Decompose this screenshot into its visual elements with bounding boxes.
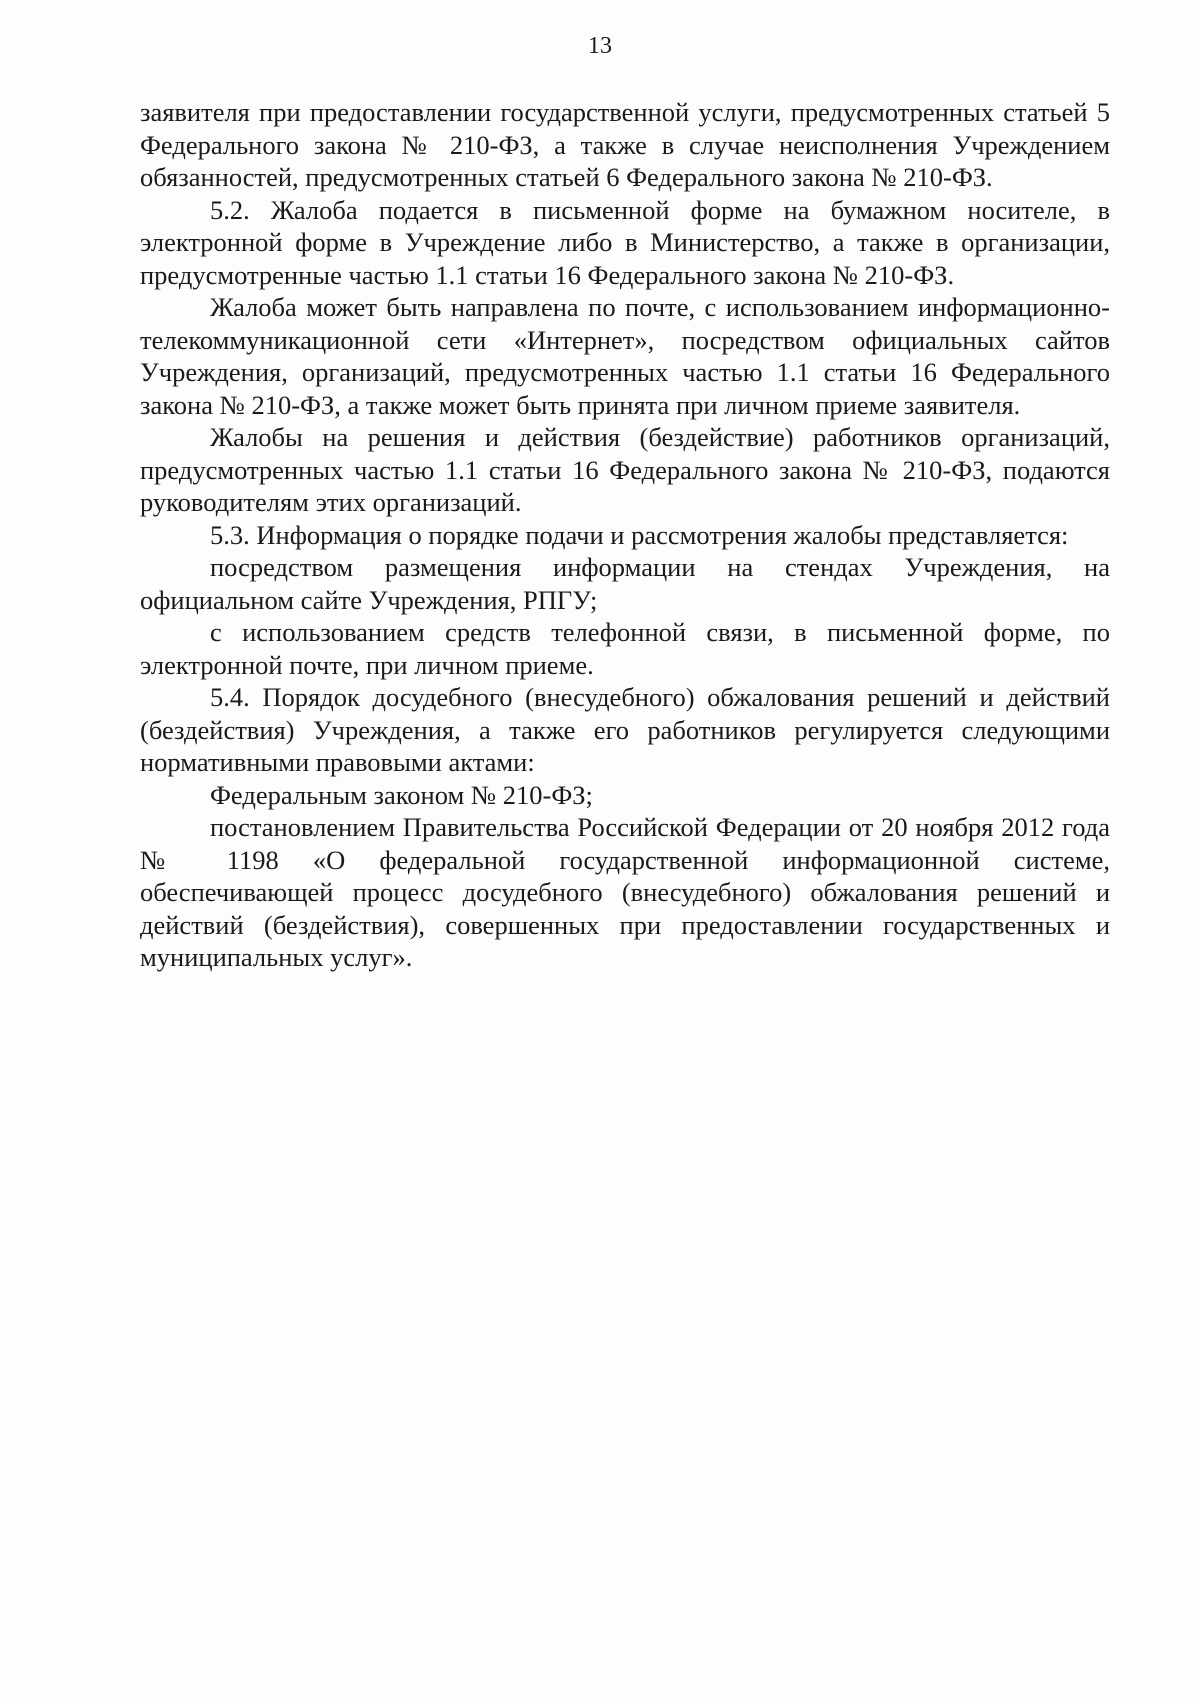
page-number: 13	[588, 33, 612, 59]
paragraph-5-3: 5.3. Информация о порядке подачи и рассмотрения жалобы представляется:	[210, 519, 1069, 550]
document-body	[140, 96, 1110, 974]
paragraph-continuation: заявителя при предоставлении государственной услуги, предусмотренных статьей 5 Федерального закона № 210-ФЗ, а также в случае неисполнения Учреждением обязанностей, предусмотренных статьей 6 Федерального закона № 210-ФЗ.	[140, 97, 1110, 192]
paragraph-stands-info: посредством размещения информации на стендах Учреждения, на официальном сайте Учреждения, РПГУ;	[140, 552, 1110, 615]
paragraph-5-2: 5.2. Жалоба подается в письменной форме на бумажном носителе, в электронной форме в Учреждение либо в Министерство, а также в организации, предусмотренные частью 1.1 статьи 16 Федерального закона № 210-ФЗ.	[140, 194, 1110, 290]
paragraph-complaints-organizations: Жалобы на решения и действия (бездействие) работников организаций, предусмотренных частью 1.1 статьи 16 Федерального закона № 210-ФЗ, подаются руководителям этих организаций.	[140, 422, 1110, 517]
paragraph-complaint-delivery: Жалоба может быть направлена по почте, с использованием информационно-телекоммуникационной сети «Интернет», посредством официальных сайтов Учреждения, организаций, предусмотренных частью 1.1 статьи 16 Федерального закона № 210-ФЗ, а также может быть принята при личном приеме заявителя.	[140, 292, 1110, 420]
paragraph-government-decree: постановлением Правительства Российской Федерации от 20 ноября 2012 года № 1198 «О федеральной государственной информационной системе, обеспечивающей процесс досудебного (внесудебного) обжалования решений и действий (бездействия), совершенных при предоставлении государственных и муниципальных услуг».	[140, 812, 1110, 972]
paragraph-5-4: 5.4. Порядок досудебного (внесудебного) обжалования решений и действий (бездействия) Учреждения, а также его работников регулируется следующими нормативными правовыми актами:	[140, 682, 1110, 777]
paragraph-phone-info: с использованием средств телефонной связи, в письменной форме, по электронной почте, при личном приеме.	[140, 617, 1110, 680]
paragraph-federal-law: Федеральным законом № 210-ФЗ;	[210, 779, 593, 810]
